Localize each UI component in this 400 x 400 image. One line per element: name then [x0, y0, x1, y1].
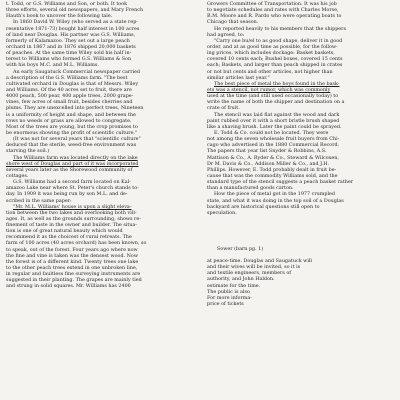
text-line: 4000 peach, 500 pear, 400 apple trees, 2000 grape-	[6, 93, 134, 100]
text-line: than a manufactured goods carton.	[207, 185, 294, 192]
text-line: vines, few acres of small fruit, besides cherries and	[6, 99, 133, 106]
underlined-text: The Williams farm was located directly on the lake	[13, 154, 138, 161]
text-line: order, and at as good time as possible, for the follow-	[207, 43, 338, 50]
text-line: suggested in their planting. The grapes are mainly tied	[6, 277, 142, 284]
text-line: farm of 100 acres (40 acres orchard) has been known, so	[6, 240, 147, 247]
text-line: three efforts, several old newspapers, and Mary French	[6, 7, 144, 14]
text-line: tion is one of great natural beauty which would	[6, 228, 123, 235]
text-line: with his boys M.C. and M.L. Williams.	[6, 62, 99, 69]
spacer	[207, 216, 396, 246]
text-line: How the piece of metal got in the 1977 crumpled	[214, 191, 335, 198]
text-line: price of tickets	[207, 301, 244, 308]
text-line: day. In 1909 it was being run by son M.L. and de-	[6, 191, 128, 198]
text-line: E. Todd & Co. could not be located. They were	[214, 129, 329, 136]
text-line: amazoo Lake near where St. Peter's church stands to-	[6, 185, 139, 192]
text-line: t. Todd, or G.S. Williams and Son, or both. It took	[6, 1, 128, 7]
text-line: covered 10 cents each; Bushel boxes, covered 15 cents	[207, 56, 343, 63]
text-line: finement of taste in the owner and builder. The situa-	[6, 222, 137, 229]
text-line: each; Baskets, and larger than peach shipped in crates	[207, 62, 343, 69]
photo-caption: Sower (barn pg. 1)	[217, 245, 264, 252]
left-column	[6, 1, 200, 290]
text-line: crate of fruit.	[207, 105, 240, 112]
text-line: write the name of both the shipper and destination on a	[207, 99, 345, 106]
text-line: Mattison & Co., A. Ryder & Co., Steward & Wilcoxen,	[207, 154, 339, 161]
right-column-tail	[207, 258, 396, 307]
right-column	[207, 1, 396, 307]
text-line: and textile engineers, members of	[207, 270, 292, 277]
text-line: ages. It, as well as the grounds surrounding, shows re-	[6, 215, 141, 222]
text-line: resentative 1871-73) bought half interest in 100 acres	[6, 25, 140, 32]
text-line: orchard in 1867 and in 1876 shipped 20,000 baskets	[6, 43, 136, 50]
text-line: formerly of Kalamazoo. They set out a large peach	[6, 37, 130, 44]
text-line: be enormous showing the profit of scientific culture."	[6, 129, 138, 136]
text-line: An early Saugatuck Commercial newspaper carried	[13, 68, 141, 75]
text-line: Most of the trees are young, but the crop promises to	[6, 123, 138, 130]
text-line: cago who advertised in the 1880 Commercial Record.	[207, 142, 340, 149]
text-line: and strung in solid squares. Mr. Williams has 2400	[6, 283, 131, 290]
text-line: paint rubbed over it with a short bristle brush shaped	[207, 117, 340, 124]
text-line: deduced that the sterile, weed-free environment was	[6, 142, 137, 149]
text-line: the forest is of a different kind. Twenty trees one lake	[6, 258, 139, 265]
text-line: For more informa-	[207, 294, 252, 301]
underlined-text: The best piece of metal the boys found in the bask-	[214, 80, 340, 87]
text-line: Hauth's book to uncover the following tale.	[6, 13, 113, 20]
text-line: to negotiate schedules and rates with Charles Morse,	[207, 7, 339, 14]
text-line: the fine and vine is taken was the densest wood. Now	[6, 252, 138, 259]
text-line: speculation.	[207, 209, 237, 216]
text-line: rows no weeds or grass are allowed to congregate.	[6, 117, 132, 124]
text-line: of land near Douglas. His partner was G.S. Williams,	[6, 31, 136, 38]
text-line: state, and what it was doing in the top soil of a Douglas	[207, 197, 344, 204]
text-line: Phillips. However, E. Todd probably dealt in fruit be-	[207, 166, 337, 173]
text-line: to the other peach trees extend in one unbroken line,	[6, 265, 138, 272]
text-line: to speak, out of the forest. Four years ago where now	[6, 246, 138, 253]
text-line: The papers that year list Snyder & Robbins, A.S.	[207, 148, 327, 155]
text-line: G.S. Williams had a second farm located on Kal-	[13, 179, 131, 186]
text-line: and their wives will be invited, so it is	[207, 264, 301, 271]
text-line: in regular and faultless fine surveying instruments are	[6, 271, 141, 278]
text-line: "Carry one bu/el to as good shape, deliver it in good	[214, 37, 343, 44]
text-line: like a shaving brush. Later the paint could be sprayed.	[207, 123, 342, 130]
text-line: estimate for the time.	[207, 282, 261, 289]
text-line: at peace-time. Douglas and Saugatuck will	[207, 258, 312, 265]
text-line: (It was not for several years that "scientific culture"	[13, 136, 141, 143]
text-line: not among the seven wholesale fruit buyers from Chi-	[207, 136, 340, 143]
underlined-text: shore west of Douglas and part of it was incorporated	[6, 160, 139, 167]
text-line: several years later as the Shorewood community of	[6, 166, 133, 173]
text-line: is a uniformity of height and shape, and between the	[6, 111, 136, 118]
text-line: cultivated orchard in Douglas is that of Messrs. Wiley	[6, 80, 139, 87]
text-line: He reported heavily to his members that the shippers	[214, 25, 346, 32]
text-line: cause that was the commodity Williams sold, and the	[207, 172, 338, 179]
text-line: had agreed, to:	[207, 31, 245, 38]
text-line: Growers Committee of Transportation. It was his job	[207, 1, 337, 7]
text-line: or not but cents and other articles, not higher than	[207, 68, 333, 75]
text-line: The stencil was laid flat against the wood and dark	[214, 111, 340, 118]
text-line: backyard are historical questions still open to	[207, 203, 320, 210]
text-line: In 1860 David W. Wiley (who served as a state rep-	[13, 19, 138, 26]
underlined-text: ets was a stencil, not rumor, which was commonly	[207, 86, 331, 93]
text-line: Chicago that season.	[207, 19, 259, 26]
text-line: plums. They are unexcelled into perfect trees, Nineteen	[6, 105, 144, 112]
text-line: of peaches. At the same time Wiley sold his half in-	[6, 50, 132, 57]
text-line: recommend it as the choicest of rural retreats. The	[6, 234, 132, 241]
text-line: cottages.	[6, 172, 29, 179]
text-line: Dr M. Davis & Co., Addison Miller & Co., and J.H.	[207, 160, 330, 167]
text-line: scribed in the same paper:	[6, 197, 72, 204]
underlined-text: "Mr. M.L. Williams' house is upon a slight eleva-	[13, 203, 132, 210]
text-line: authority, and John Haldon.	[207, 276, 275, 283]
text-line: tion between the two lakes and overlooking both vill-	[6, 209, 137, 216]
text-line: used at the time (and still used occasionally today) to	[207, 93, 339, 100]
text-line: similar articles last year."	[207, 74, 270, 81]
text-line: a description of the G.S. Williams farm. "The best	[6, 74, 128, 81]
text-line: The public is also	[207, 288, 250, 295]
text-line: and Williams. Of the 40 acres set to fruit, there are	[6, 86, 132, 93]
right-column-body	[207, 1, 396, 216]
text-line: terest to Williams who formed G.S. Williams & Son	[6, 56, 132, 63]
text-line: ing prices, which includes dockage: Basket baskets,	[207, 50, 335, 57]
text-line: B.M. Moore and R. Pardo who were operating boats to	[207, 13, 342, 20]
text-line: standard type of the stencil suggests a peach basket rather	[207, 179, 354, 186]
text-line: starving the soil.)	[6, 148, 50, 155]
